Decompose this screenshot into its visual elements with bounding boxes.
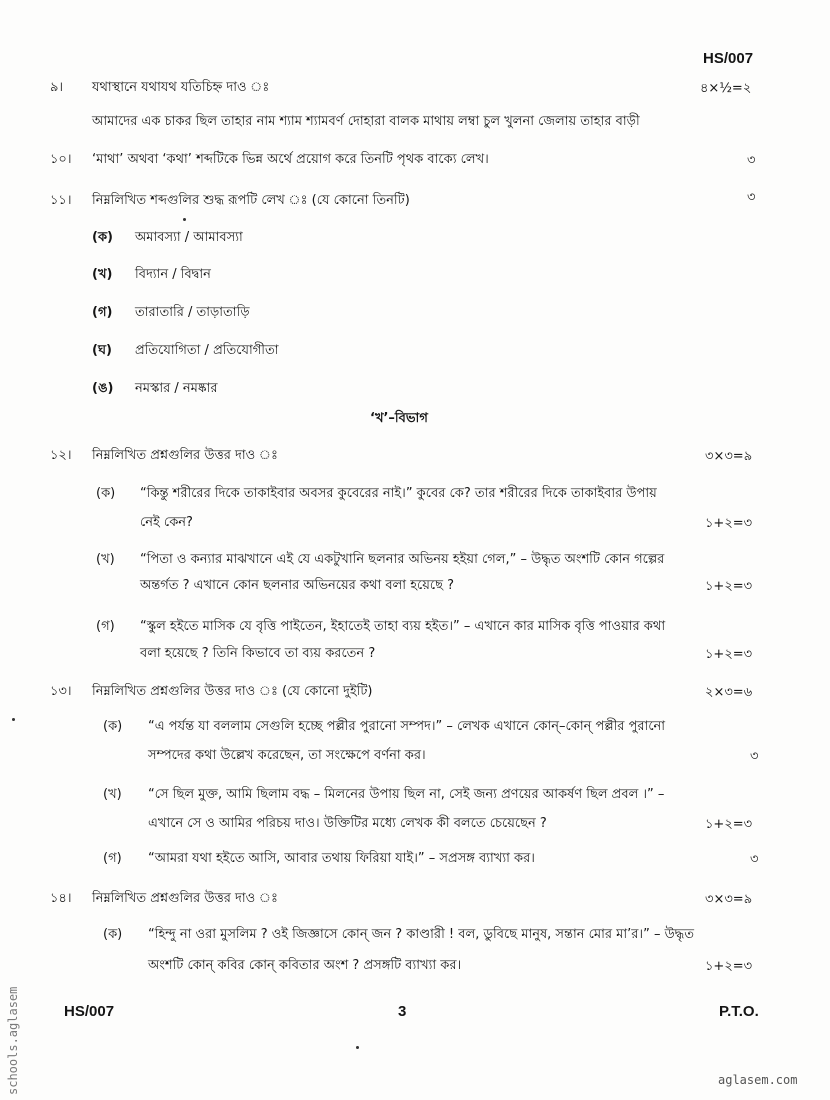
q12-part-line1: “কিন্তু শরীরের দিকে তাকাইবার অবসর কুবেরের নাই।” কুবের কে? তার শরীরের দিকে তাকাইবার উপায় bbox=[140, 486, 657, 501]
q11-option-text: বিদ্যান / বিদ্বান bbox=[135, 267, 211, 282]
q13-part-line2: এখানে সে ও আমির পরিচয় দাও। উক্তিটির মধ্যে লেখক কী বলতে চেয়েছেন ? bbox=[148, 816, 547, 831]
q9-passage: আমাদের এক চাকর ছিল তাহার নাম শ্যাম শ্যামবর্ণ দোহারা বালক মাথায় লম্বা চুল খুলনা জেলায় তাহার বাড়ী bbox=[92, 114, 640, 129]
q9-text: যথাস্থানে যথাযথ যতিচিহ্ন দাও ঃ bbox=[92, 80, 270, 95]
q13-text: নিম্নলিখিত প্রশ্নগুলির উত্তর দাও ঃ (যে কোনো দুইটি) bbox=[92, 684, 373, 699]
q11-option-text: অমাবস্যা / আমাবস্যা bbox=[135, 230, 243, 245]
q12-part-line1: “পিতা ও কন্যার মাঝখানে এই যে একটুখানি ছলনার অভিনয় হইয়া গেল,” – উদ্ধৃত অংশটি কোন গল্পের bbox=[140, 552, 665, 567]
q11-option-text: প্রতিযোগিতা / প্রতিযোগীতা bbox=[135, 343, 279, 358]
q10-number: ১০। bbox=[50, 152, 72, 167]
q13-part-line1: “আমরা যথা হইতে আসি, আবার তথায় ফিরিয়া যাই।” – সপ্রসঙ্গ ব্যাখ্যা কর। bbox=[148, 851, 535, 866]
q13-marks: ২×৩=৬ bbox=[705, 685, 753, 700]
q12-number: ১২। bbox=[50, 448, 72, 463]
q14-number: ১৪। bbox=[50, 891, 72, 906]
q11-option-label: (ঙ) bbox=[92, 381, 114, 396]
q14-part-line2: অংশটি কোন্ কবির কোন্ কবিতার অংশ ? প্রসঙ্গটি ব্যাখ্যা কর। bbox=[148, 958, 462, 973]
q12-text: নিম্নলিখিত প্রশ্নগুলির উত্তর দাও ঃ bbox=[92, 448, 278, 463]
q13-part-line1: “সে ছিল মুক্ত, আমি ছিলাম বদ্ধ – মিলনের উপায় ছিল না, সেই জন্য প্রণয়ের আকর্ষণ ছিল প্রবল ।” – bbox=[148, 787, 665, 802]
q12-part-line2: বলা হয়েছে ? তিনি কিভাবে তা ব্যয় করতেন ? bbox=[140, 646, 376, 661]
q14-part-label: (ক) bbox=[103, 927, 123, 942]
header-paper-code: HS/007 bbox=[703, 50, 754, 67]
q12-part-marks: ১+২=৩ bbox=[705, 647, 753, 662]
footer-paper-code: HS/007 bbox=[64, 1003, 115, 1020]
q13-part-label: (খ) bbox=[103, 787, 122, 802]
watermark-left: schools.aglasem bbox=[6, 986, 20, 1095]
q13-part-label: (গ) bbox=[103, 851, 122, 866]
q13-part-marks: ৩ bbox=[750, 852, 759, 867]
q12-part-line1: “স্কুল হইতে মাসিক যে বৃত্তি পাইতেন, ইহাতেই তাহা ব্যয় হইত।” – এখানে কার মাসিক বৃত্তি পাওয়ার কথা bbox=[140, 619, 666, 634]
page-number: 3 bbox=[398, 1003, 407, 1020]
q12-marks: ৩×৩=৯ bbox=[705, 449, 753, 464]
scan-speck bbox=[12, 718, 15, 721]
scan-speck bbox=[183, 218, 186, 221]
section-title: ‘খ’–বিভাগ bbox=[370, 411, 428, 426]
watermark-right: aglasem.com bbox=[718, 1073, 798, 1087]
q14-text: নিম্নলিখিত প্রশ্নগুলির উত্তর দাও ঃ bbox=[92, 891, 278, 906]
q11-option-label: (ঘ) bbox=[92, 343, 112, 358]
q14-part-line1: “হিন্দু না ওরা মুসলিম ? ওই জিজ্ঞাসে কোন্ জন ? কাণ্ডারী ! বল, ডুবিছে মানুষ, সন্তান মোর মা’র।” – উদ্ধৃত bbox=[148, 927, 694, 942]
q11-marks: ৩ bbox=[747, 190, 756, 205]
q9-number: ৯। bbox=[50, 80, 64, 95]
scan-speck bbox=[356, 1046, 359, 1049]
q12-part-marks: ১+২=৩ bbox=[705, 516, 753, 531]
q14-part-marks: ১+২=৩ bbox=[705, 959, 753, 974]
q11-option-label: (খ) bbox=[92, 267, 113, 282]
q12-part-label: (খ) bbox=[96, 552, 115, 567]
q11-option-text: নমস্কার / নমষ্কার bbox=[135, 381, 218, 396]
q13-part-marks: ৩ bbox=[750, 749, 759, 764]
q11-option-label: (ক) bbox=[92, 230, 113, 245]
q10-marks: ৩ bbox=[747, 153, 756, 168]
q13-part-marks: ১+২=৩ bbox=[705, 817, 753, 832]
q11-option-text: তারাতারি / তাড়াতাড়ি bbox=[135, 305, 250, 320]
q10-text: ‘মাথা’ অথবা ‘কথা’ শব্দটিকে ভিন্ন অর্থে প্রয়োগ করে তিনটি পৃথক বাক্যে লেখ। bbox=[92, 152, 489, 167]
q12-part-label: (গ) bbox=[96, 619, 115, 634]
q12-part-label: (ক) bbox=[96, 486, 116, 501]
q13-part-line1: “এ পর্যন্ত যা বললাম সেগুলি হচ্ছে পল্লীর পুরানো সম্পদ।” – লেখক এখানে কোন্–কোন্ পল্লীর পুরানো bbox=[148, 719, 666, 734]
q12-part-line2: নেই কেন? bbox=[140, 515, 193, 530]
q14-marks: ৩×৩=৯ bbox=[705, 892, 753, 907]
q13-part-label: (ক) bbox=[103, 719, 123, 734]
q11-option-label: (গ) bbox=[92, 305, 113, 320]
q11-text: নিম্নলিখিত শব্দগুলির শুদ্ধ রূপটি লেখ ঃ (যে কোনো তিনটি) bbox=[92, 193, 410, 208]
q12-part-marks: ১+২=৩ bbox=[705, 579, 753, 594]
q9-marks: ৪×½=২ bbox=[700, 81, 752, 96]
pto-label: P.T.O. bbox=[719, 1003, 759, 1020]
q11-number: ১১। bbox=[50, 193, 72, 208]
q13-part-line2: সম্পদের কথা উল্লেখ করেছেন, তা সংক্ষেপে বর্ণনা কর। bbox=[148, 748, 426, 763]
q12-part-line2: অন্তর্গত ? এখানে কোন ছলনার অভিনয়ের কথা বলা হয়েছে ? bbox=[140, 578, 455, 593]
q13-number: ১৩। bbox=[50, 684, 72, 699]
